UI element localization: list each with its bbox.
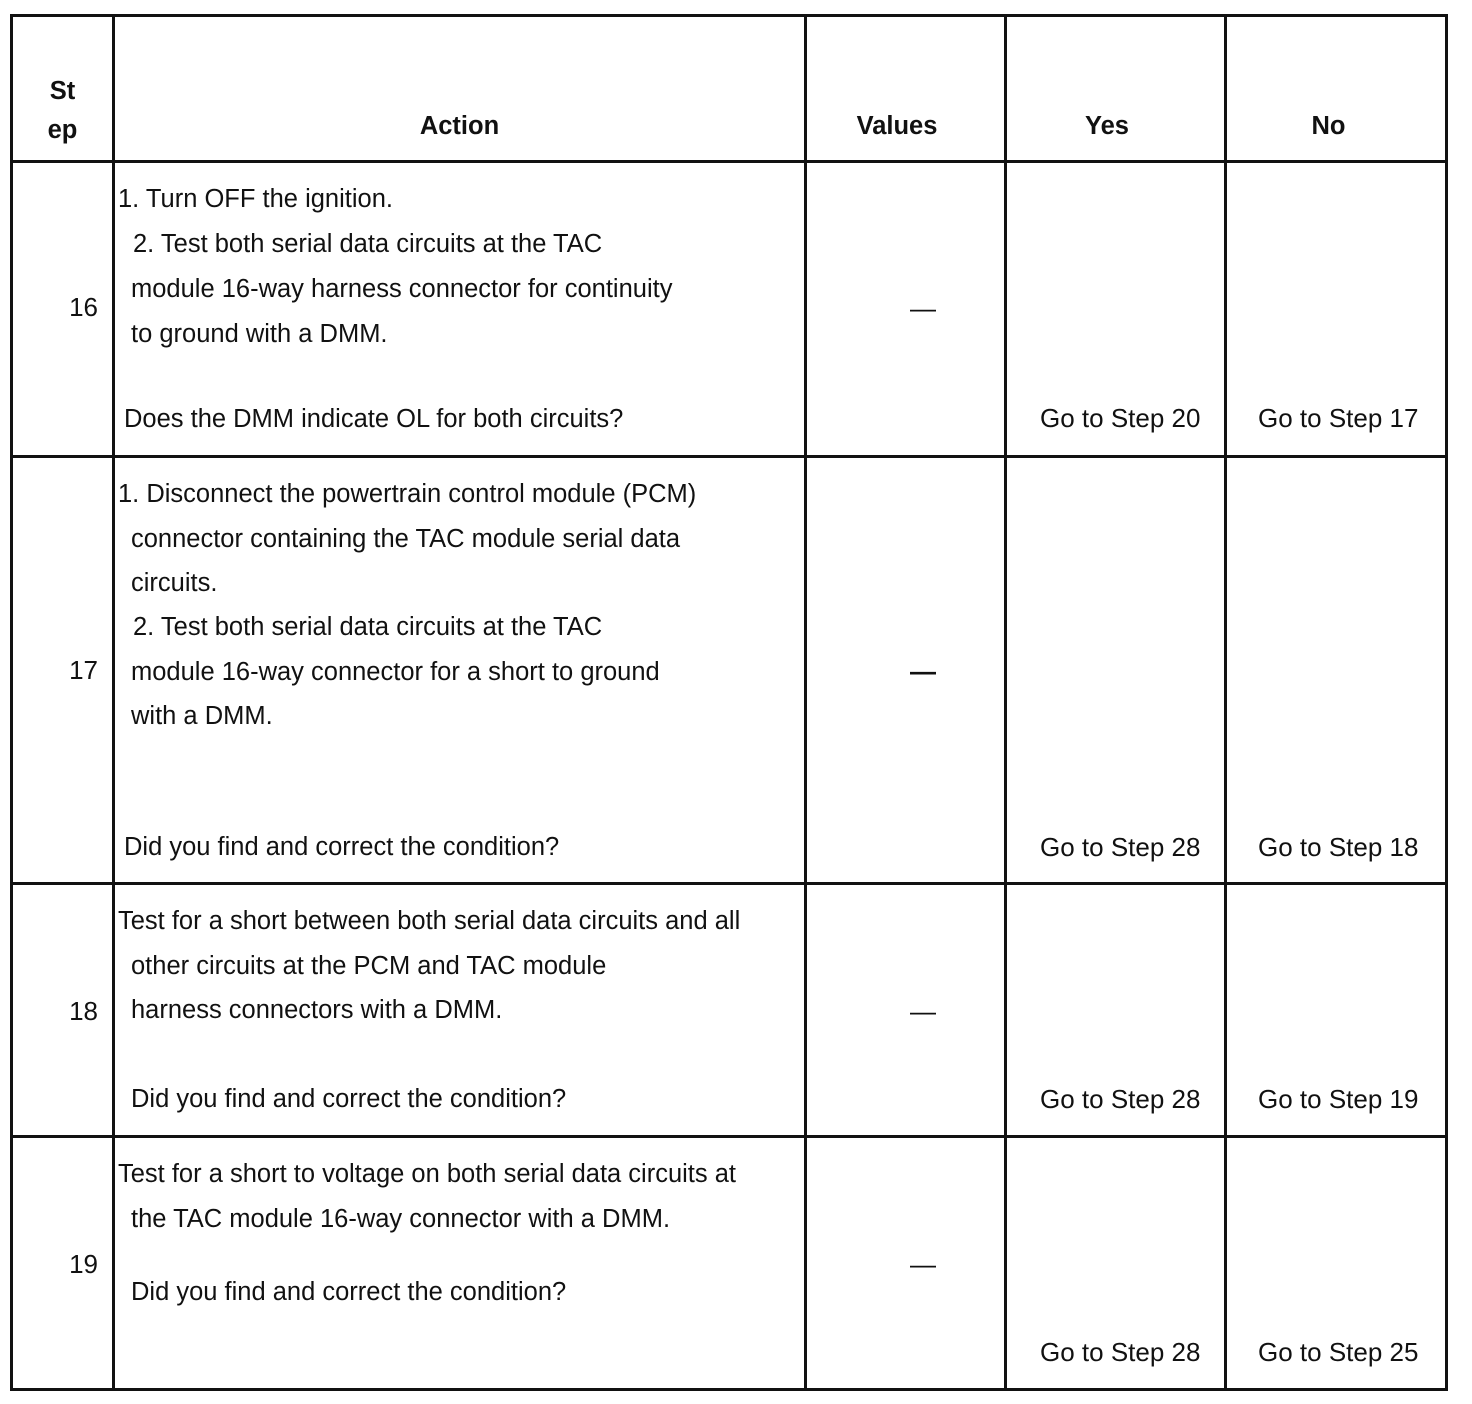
action-line: with a DMM. [131, 702, 273, 730]
column-divider [1224, 14, 1227, 1391]
row-divider [10, 160, 1448, 163]
column-divider [804, 14, 807, 1391]
no-goto-link[interactable]: Go to Step 25 [1258, 1337, 1419, 1367]
header-action: Action [419, 112, 500, 140]
action-line: Test for a short between both serial data circuits and all [118, 907, 741, 935]
values-cell: — [910, 293, 936, 323]
column-divider [112, 14, 115, 1391]
values-cell: — [910, 656, 936, 686]
action-line: module 16-way connector for a short to ground [131, 658, 660, 686]
no-goto-link[interactable]: Go to Step 18 [1258, 832, 1419, 862]
action-question: Did you find and correct the condition? [124, 833, 560, 861]
table-border-bottom [10, 1388, 1448, 1391]
action-line: circuits. [131, 569, 218, 597]
action-question: Did you find and correct the condition? [131, 1278, 567, 1306]
action-line: the TAC module 16-way connector with a DMM. [131, 1205, 671, 1233]
action-line: module 16-way harness connector for continuity [131, 275, 673, 303]
table-border-top [10, 14, 1448, 17]
step-number: 19 [69, 1249, 98, 1279]
action-line: 2. Test both serial data circuits at the TAC [133, 230, 603, 258]
yes-goto-link[interactable]: Go to Step 28 [1040, 1084, 1201, 1114]
yes-goto-link[interactable]: Go to Step 28 [1040, 1337, 1201, 1367]
yes-goto-link[interactable]: Go to Step 28 [1040, 832, 1201, 862]
values-cell: — [910, 996, 936, 1026]
row-divider [10, 455, 1448, 458]
table-border-left [10, 14, 13, 1391]
table-border-right [1445, 14, 1448, 1391]
yes-goto-link[interactable]: Go to Step 20 [1040, 403, 1201, 433]
action-line: Test for a short to voltage on both serial data circuits at [118, 1160, 736, 1188]
action-line: to ground with a DMM. [131, 320, 388, 348]
header-yes: Yes [1085, 112, 1129, 140]
header-step-line1: St [49, 77, 76, 105]
header-values: Values [856, 112, 938, 140]
action-question: Does the DMM indicate OL for both circuits? [124, 405, 624, 433]
row-divider [10, 882, 1448, 885]
row-divider [10, 1135, 1448, 1138]
no-goto-link[interactable]: Go to Step 19 [1258, 1084, 1419, 1114]
action-line: 1. Disconnect the powertrain control module (PCM) [118, 480, 697, 508]
step-number: 18 [69, 996, 98, 1026]
values-cell: — [910, 1249, 936, 1279]
step-number: 17 [69, 655, 98, 685]
action-line: other circuits at the PCM and TAC module [131, 952, 607, 980]
action-line: 1. Turn OFF the ignition. [118, 185, 393, 213]
no-goto-link[interactable]: Go to Step 17 [1258, 403, 1419, 433]
header-step-line2: ep [47, 116, 78, 144]
step-number: 16 [69, 292, 98, 322]
column-divider [1004, 14, 1007, 1391]
header-step [13, 72, 112, 150]
action-line: 2. Test both serial data circuits at the TAC [133, 613, 603, 641]
header-no: No [1311, 112, 1346, 140]
action-line: harness connectors with a DMM. [131, 996, 503, 1024]
action-line: connector containing the TAC module serial data [131, 525, 681, 553]
action-question: Did you find and correct the condition? [131, 1085, 567, 1113]
